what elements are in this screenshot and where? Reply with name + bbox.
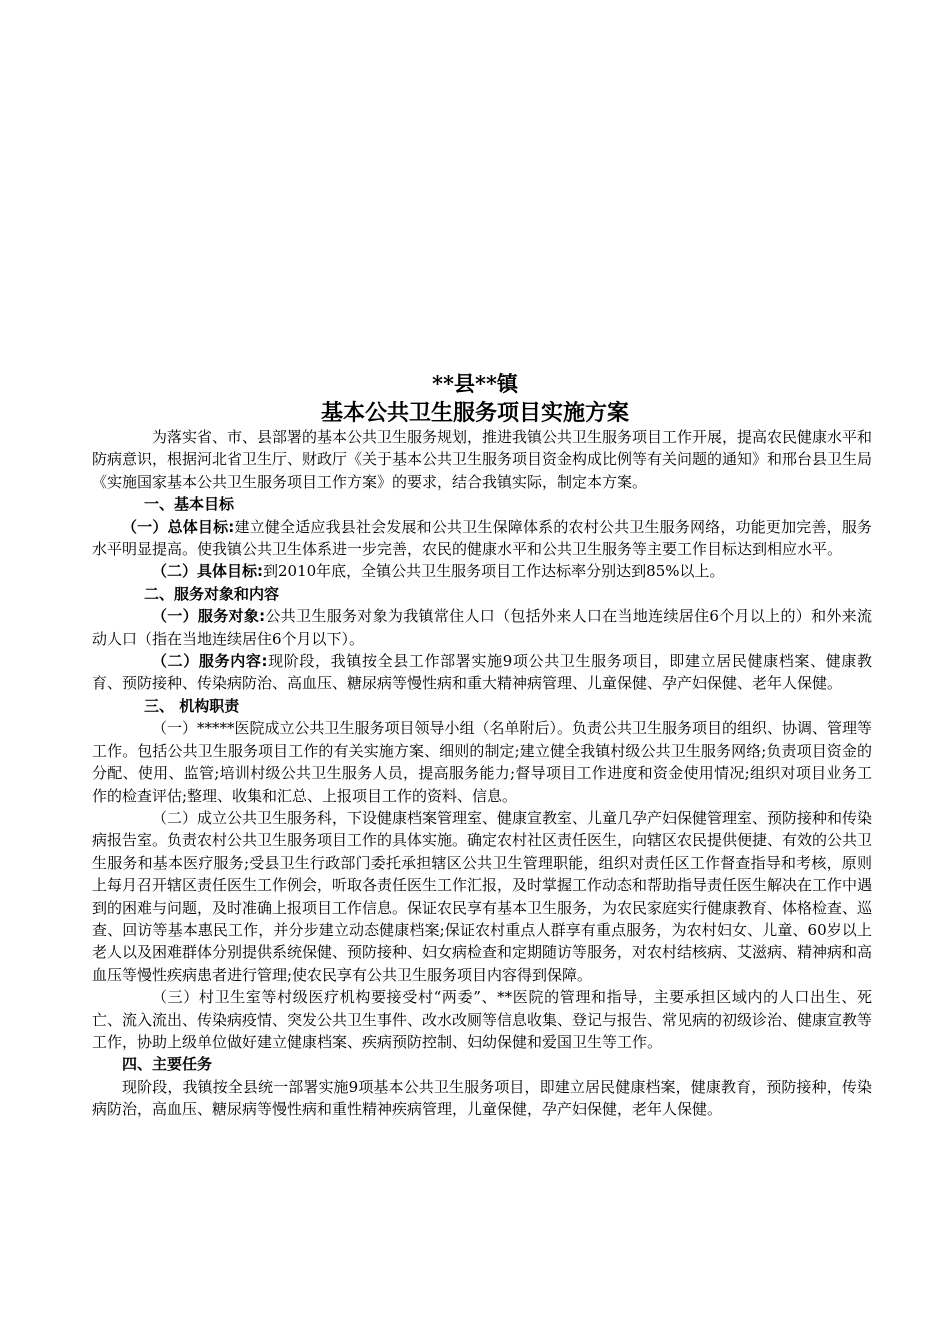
section-1-paragraph-1 xyxy=(92,516,872,561)
section-1-paragraph-2-text: 到2010年底，全镇公共卫生服务项目工作达标率分别达到85%以上。 xyxy=(263,562,725,581)
section-3-heading: 三、 机构职责 xyxy=(144,696,240,715)
document-title-line2: 基本公共卫生服务项目实施方案 xyxy=(320,400,629,426)
section-2-paragraph-2-text: 现阶段，我镇按全县工作部署实施9项公共卫生服务项目，即建立居民健康档案、健康教育、预防接种、传染病防治、高血压、糖尿病等慢性病和重大精神病管理、儿童保健、孕产妇保健、老年人保健。 xyxy=(92,652,872,693)
section-2-paragraph-1 xyxy=(92,605,872,650)
section-4-heading: 四、主要任务 xyxy=(122,1055,213,1074)
section-2-paragraph-1-label: （一）服务对象: xyxy=(152,607,266,626)
section-3-paragraph-3: （三）村卫生室等村级医疗机构要接受村“两委”、**医院的管理和指导，主要承担区域内的人口出生、死亡、流入流出、传染病疫情、突发公共卫生事件、改水改厕等信息收集、登记与报告、常见病的初级诊治、健康宣教等工作，协助上级单位做好建立健康档案、疾病预防控制、妇幼保健和爱国卫生等工作。 xyxy=(92,988,873,1051)
section-1-heading: 一、基本目标 xyxy=(144,495,235,514)
section-1-paragraph-2 xyxy=(92,560,872,582)
section-2-paragraph-2 xyxy=(92,650,872,695)
document-body xyxy=(92,426,872,1121)
section-3-paragraph-1: （一）*****医院成立公共卫生服务项目领导小组（名单附后）。负责公共卫生服务项目的组织、协调、管理等工作。包括公共卫生服务项目工作的有关实施方案、细则的制定;建立健全我镇村级公共卫生服务网络;负责项目资金的分配、使用、监管;培训村级公共卫生服务人员，提高服务能力;督导项目工作进度和资金使用情况;组织对项目业务工作的检查评估;整理、收集和汇总、上报项目工作的资料、信息。 xyxy=(92,719,873,805)
section-4-paragraph-1: 现阶段，我镇按全县统一部署实施9项基本公共卫生服务项目，即建立居民健康档案，健康教育，预防接种，传染病防治，高血压、糖尿病等慢性病和重性精神疾病管理，儿童保健，孕产妇保健，老年人保健。 xyxy=(92,1077,872,1119)
intro-paragraph: 为落实省、市、县部署的基本公共卫生服务规划，推进我镇公共卫生服务项目工作开展，提高农民健康水平和防病意识，根据河北省卫生厅、财政厅《关于基本公共卫生服务项目资金构成比例等有关问题的通知》和邢台县卫生局《实施国家基本公共卫生服务项目工作方案》的要求，结合我镇实际，制定本方案。 xyxy=(92,428,873,491)
section-1-paragraph-1-text: 建立健全适应我县社会发展和公共卫生保障体系的农村公共卫生服务网络，功能更加完善，服务水平明显提高。使我镇公共卫生体系进一步完善，农民的健康水平和公共卫生服务等主要工作目标达到相应水平。 xyxy=(92,517,873,559)
document-title-line1: **县**镇 xyxy=(432,371,518,396)
section-2-paragraph-2-label: （二）服务内容: xyxy=(152,652,268,671)
section-3-paragraph-2: （二）成立公共卫生服务科，下设健康档案管理室、健康宣教室、儿童几孕产妇保健管理室、预防接种和传染病报告室。负责农村公共卫生服务项目工作的具体实施。确定农村社区责任医生，向辖区农民提供便捷、有效的公共卫生服务和基本医疗服务;受县卫生行政部门委托承担辖区公共卫生管理职能，组织对责任区工作督查指导和考核，原则上每月召开辖区责任医生工作例会，听取各责任医生工作汇报，及时掌握工作动态和帮助指导责任医生解决在工作中遇到的困难与问题，及时准确上报项目工作信息。保证农民享有基本卫生服务，为农民家庭实行健康教育、体格检查、巡查、回访等基本惠民工作，并分步建立动态健康档案;保证农村重点人群享有重点服务，为农村妇女、儿童、60岁以上老人以及困难群体分别提供系统保健、预防接种、妇女病检查和定期随访等服务，对农村结核病、艾滋病、精神病和高血压等慢性疾病患者进行管理;使农民享有公共卫生服务项目内容得到保障。 xyxy=(92,808,873,984)
section-1-paragraph-1-label: （一）总体目标: xyxy=(122,517,235,536)
section-1-paragraph-2-label: （二）具体目标: xyxy=(152,562,263,581)
section-2-heading: 二、服务对象和内容 xyxy=(144,584,280,603)
section-2-paragraph-1-text: 公共卫生服务对象为我镇常住人口（包括外来人口在当地连续居住6个月以上的）和外来流动人口（指在当地连续居住6个月以下）。 xyxy=(92,607,872,648)
